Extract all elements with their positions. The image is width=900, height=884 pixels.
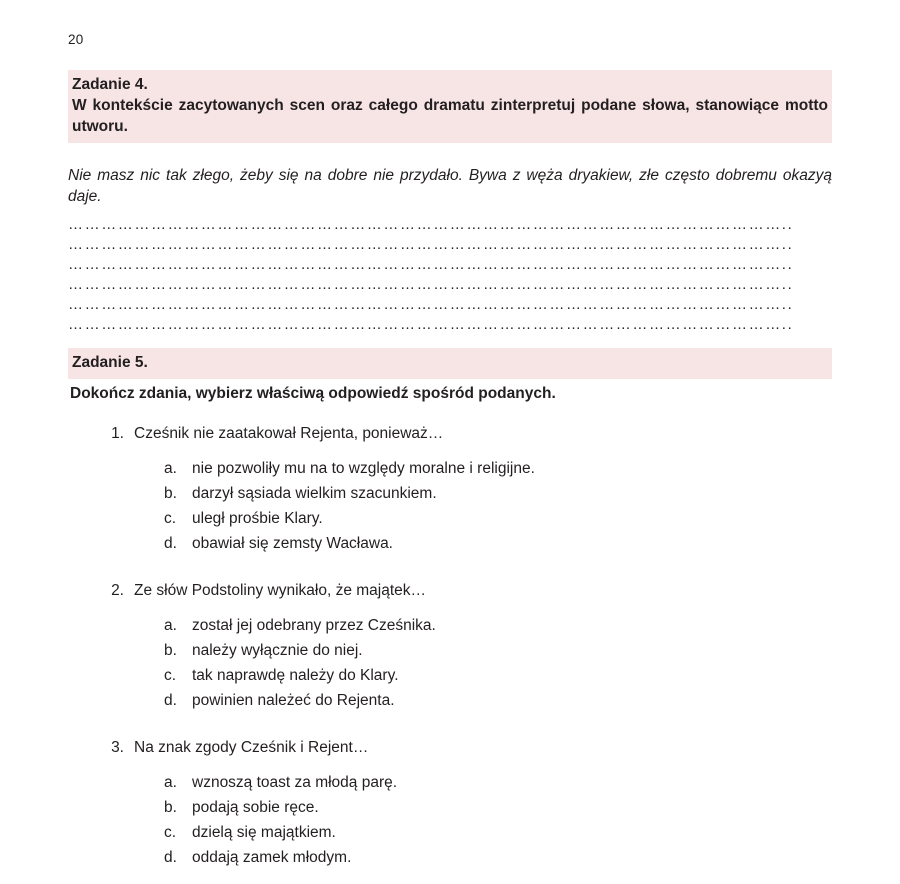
- task-5-instruction: Dokończ zdania, wybierz właściwą odpowiedź spośród podanych.: [70, 384, 556, 402]
- question-item: [68, 424, 832, 555]
- answer-line[interactable]: …………………………………………………………………………………………………………………..: [68, 216, 794, 234]
- task-4-motto: Nie masz nic tak złego, żeby się na dobre nie przydało. Bywa z węża dryakiew, złe często dobremu okazyą daje.: [68, 166, 832, 206]
- task-5-instruction-wrap: [68, 383, 832, 405]
- answer-option[interactable]: [164, 822, 832, 844]
- task-5-header: [68, 348, 832, 378]
- answer-option[interactable]: [164, 508, 832, 530]
- answer-text: obawiał się zemsty Wacława.: [192, 535, 393, 553]
- answer-letter: a.: [164, 617, 177, 635]
- answer-options: [68, 615, 832, 712]
- question-number: 1.: [111, 425, 124, 443]
- answer-letter: d.: [164, 692, 177, 710]
- question-row: [68, 581, 832, 602]
- answer-line[interactable]: …………………………………………………………………………………………………………………..: [68, 256, 794, 274]
- answer-option[interactable]: [164, 665, 832, 687]
- answer-text: darzył sąsiada wielkim szacunkiem.: [192, 485, 437, 503]
- question-item: [68, 581, 832, 712]
- question-row: [68, 424, 832, 445]
- answer-letter: c.: [164, 667, 177, 685]
- answer-line[interactable]: …………………………………………………………………………………………………………………..: [68, 316, 794, 334]
- answer-letter: d.: [164, 849, 177, 867]
- question-row: [68, 738, 832, 759]
- answer-options: [68, 772, 832, 869]
- answer-text: został jej odebrany przez Cześnika.: [192, 617, 436, 635]
- answer-text: tak naprawdę należy do Klary.: [192, 667, 399, 685]
- question-text: Cześnik nie zaatakował Rejenta, ponieważ…: [134, 425, 444, 443]
- answer-letter: b.: [164, 799, 177, 817]
- answer-line[interactable]: …………………………………………………………………………………………………………………..: [68, 276, 794, 294]
- task-4-header: [68, 70, 832, 143]
- answer-letter: c.: [164, 824, 177, 842]
- answer-option[interactable]: [164, 847, 832, 869]
- question-text: Na znak zgody Cześnik i Rejent…: [134, 739, 369, 757]
- answer-letter: c.: [164, 510, 177, 528]
- answer-letter: b.: [164, 485, 177, 503]
- answer-letter: d.: [164, 535, 177, 553]
- answer-option[interactable]: [164, 772, 832, 794]
- answer-text: dzielą się majątkiem.: [192, 824, 336, 842]
- task-4-instruction: W kontekście zacytowanych scen oraz całego dramatu zinterpretuj podane słowa, stanowiące motto utworu.: [72, 97, 828, 136]
- answer-letter: b.: [164, 642, 177, 660]
- task-4-answer-area[interactable]: [68, 215, 832, 335]
- question-item: [68, 738, 832, 869]
- task-4-title: Zadanie 4.: [72, 76, 148, 93]
- answer-text: nie pozwoliły mu na to względy moralne i religijne.: [192, 460, 535, 478]
- answer-option[interactable]: [164, 797, 832, 819]
- answer-option[interactable]: [164, 615, 832, 637]
- question-number: 2.: [111, 582, 124, 600]
- answer-text: uległ prośbie Klary.: [192, 510, 323, 528]
- answer-text: oddają zamek młodym.: [192, 849, 352, 867]
- answer-text: powinien należeć do Rejenta.: [192, 692, 395, 710]
- answer-text: należy wyłącznie do niej.: [192, 642, 363, 660]
- answer-letter: a.: [164, 460, 177, 478]
- answer-line[interactable]: …………………………………………………………………………………………………………………..: [68, 236, 794, 254]
- answer-text: podają sobie ręce.: [192, 799, 319, 817]
- question-text: Ze słów Podstoliny wynikało, że majątek…: [134, 582, 427, 600]
- answer-option[interactable]: [164, 483, 832, 505]
- answer-text: wznoszą toast za młodą parę.: [192, 774, 398, 792]
- answer-option[interactable]: [164, 640, 832, 662]
- answer-option[interactable]: [164, 533, 832, 555]
- answer-letter: a.: [164, 774, 177, 792]
- answer-option[interactable]: [164, 690, 832, 712]
- answer-line[interactable]: …………………………………………………………………………………………………………………..: [68, 296, 794, 314]
- answer-options: [68, 458, 832, 555]
- page-number: 20: [68, 32, 84, 47]
- task-5-questions: [68, 424, 832, 869]
- question-number: 3.: [111, 739, 124, 757]
- task-5-title: Zadanie 5.: [72, 354, 148, 372]
- answer-option[interactable]: [164, 458, 832, 480]
